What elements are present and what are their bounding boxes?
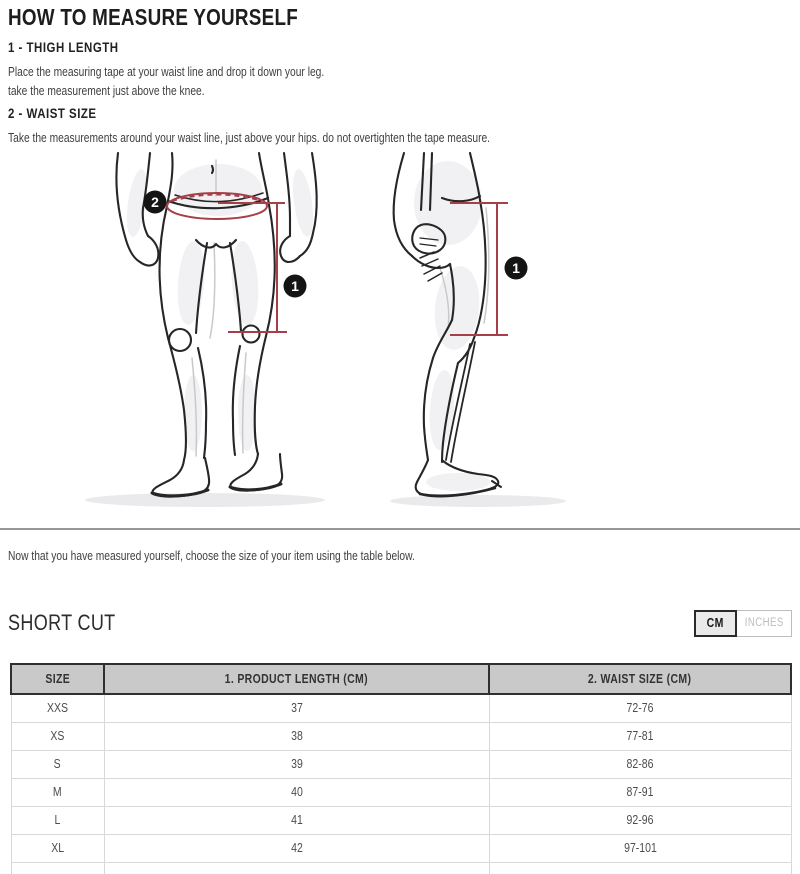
cell-size: XXS (11, 694, 104, 722)
step-waist-size (8, 105, 792, 148)
cell-waist: 72-76 (489, 694, 791, 722)
body-sketch-svg (0, 148, 800, 528)
cell-size: M (11, 778, 104, 806)
instruction-line: Place the measuring tape at your waist line and drop it down your leg. (8, 65, 325, 79)
cell-length (104, 862, 489, 874)
unit-toggle (694, 610, 792, 637)
step-waist-instructions (8, 129, 792, 148)
section-divider (0, 528, 800, 530)
col-header-size: SIZE (11, 664, 104, 694)
step-waist-heading: 2 - WAIST SIZE (8, 105, 97, 121)
cell-waist: 97-101 (489, 834, 791, 862)
cell-waist: 92-96 (489, 806, 791, 834)
cell-waist: 82-86 (489, 750, 791, 778)
badge-side-thigh-number: 1 (512, 260, 520, 276)
col-header-waist-size: 2. WAIST SIZE (CM) (489, 664, 791, 694)
table-row-partial (11, 862, 791, 874)
instruction-line: take the measurement just above the knee. (8, 84, 205, 98)
cell-length: 37 (104, 694, 489, 722)
table-row (11, 834, 791, 862)
table-row (11, 778, 791, 806)
cell-size: S (11, 750, 104, 778)
step-thigh-heading: 1 - THIGH LENGTH (8, 39, 119, 55)
cell-waist (489, 862, 791, 874)
table-row (11, 750, 791, 778)
page-title-text: HOW TO MEASURE YOURSELF (8, 4, 298, 30)
cm-button[interactable]: CM (694, 610, 737, 637)
instruction-line: Take the measurements around your waist line, just above your hips. do not overtighten the tape measure. (8, 131, 491, 145)
page-title (8, 4, 792, 30)
cell-waist: 87-91 (489, 778, 791, 806)
product-row (8, 608, 792, 638)
cell-size: XL (11, 834, 104, 862)
badge-waist-number: 2 (151, 194, 159, 210)
table-row (11, 694, 791, 722)
cell-length: 40 (104, 778, 489, 806)
cell-length: 41 (104, 806, 489, 834)
cell-length: 38 (104, 722, 489, 750)
measurement-illustration (0, 148, 800, 528)
badge-front-thigh-number: 1 (291, 278, 299, 294)
inches-button[interactable]: INCHES (737, 610, 792, 637)
step-thigh-instructions (8, 63, 792, 101)
cell-waist: 77-81 (489, 722, 791, 750)
step-thigh-length (8, 39, 792, 101)
table-row (11, 806, 791, 834)
size-table (10, 663, 792, 874)
cell-size (11, 862, 104, 874)
product-title: SHORT CUT (8, 610, 116, 635)
col-header-product-length: 1. PRODUCT LENGTH (CM) (104, 664, 489, 694)
cell-size: L (11, 806, 104, 834)
size-table-header-row (11, 664, 791, 694)
sketch-shading (123, 161, 490, 491)
cell-size: XS (11, 722, 104, 750)
cell-length: 42 (104, 834, 489, 862)
cell-length: 39 (104, 750, 489, 778)
choose-size-note: Now that you have measured yourself, choose the size of your item using the table below. (8, 549, 415, 563)
table-row (11, 722, 791, 750)
